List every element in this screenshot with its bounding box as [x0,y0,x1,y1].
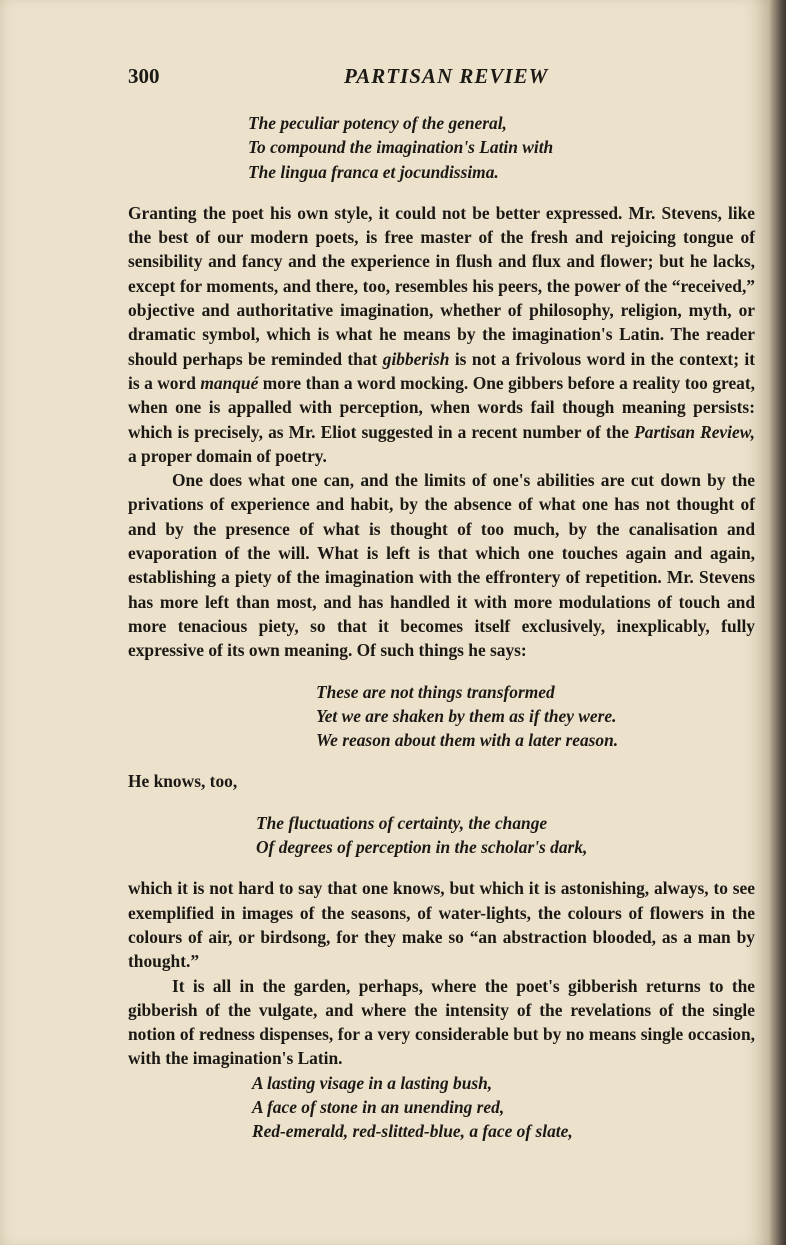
verse-line: A lasting visage in a lasting bush, [252,1072,493,1093]
verse-quote-3 [128,811,755,860]
book-spine-edge [770,0,786,1245]
verse-line: The fluctuations of certainty, the change [256,812,548,833]
verse-line: These are not things transformed [316,681,555,702]
verse-quote-4 [128,1071,755,1144]
running-title: PARTISAN REVIEW [344,64,549,88]
verse-line: Of degrees of perception in the scholar's dark, [256,837,588,858]
page-number: 300 [128,64,160,88]
verse-line: To compound the imagination's Latin with [248,137,554,158]
paragraph-1-a: Granting the poet his own style, it could not be better expressed. Mr. Stevens, like the best of our modern poets, is free master of the fresh and rejoicing tongue of sensibility and fancy and the experience in flush and flux and flower; but he lacks, except for moments, and there, too, resembles his peers, the power of the “received,” objective and authoritative imagination, whether of philosophy, religion, myth, or dramatic symbol, which is what he means by the imagination's Latin. The reader should perhaps be reminded that [128,202,755,369]
term-gibberish: gibberish [382,348,450,369]
page-header [128,64,758,94]
paragraph-1 [128,201,755,468]
verse-line: The lingua franca et jocundissima. [248,161,499,182]
verse-line: The peculiar potency of the general, [248,113,507,133]
paragraph-3: which it is not hard to say that one knows, but which it is astonishing, always, to see exemplified in images of the seasons, of water-lights, the colours of flowers in the colours of air, or birdsong, for they make so “an abstraction blooded, as a man by thought.” [128,878,755,972]
paragraph-1-c: more than a word mocking. One gibbers before a reality too great, when one is appalled with perception, when words fail though meaning persists: which is precisely, as Mr. Eliot suggested in a recent number of the [128,372,755,442]
paragraph-1-b: is not a frivolous word in the context; it is a word [128,348,756,393]
verse-quote-2 [128,680,755,753]
verse-line: Yet we are shaken by them as if they were. [316,705,617,726]
page-body [128,111,755,1144]
verse-line: Red-emerald, red-slitted-blue, a face of slate, [252,1121,573,1142]
term-manque: manqué [200,372,259,393]
verse-line: A face of stone in an unending red, [252,1096,505,1117]
paragraph-2: One does what one can, and the limits of one's abilities are cut down by the privations of experience and habit, by the absence of what one has not thought of and by the presence of what is thought of too much, by the canalisation and evaporation of the will. What is left is that which one touches again and again, establishing a piety of the imagination with the effrontery of repetition. Mr. Stevens has more left than most, and has handled it with more modulations of touch and more tenacious piety, so that it becomes itself exclusively, inexplicably, fully expressive of its own meaning. Of such things he says: [128,470,755,661]
verse-line: We reason about them with a later reason. [316,730,619,751]
paragraph-1-d: a proper domain of poetry. [128,445,327,466]
verse-quote-1 [128,111,755,184]
paragraph-4: It is all in the garden, perhaps, where the poet's gibberish returns to the gibberish of the vulgate, and where the intensity of the revelations of the single notion of redness dispenses, for a very considerable but by no means single occasion, with the imagination's Latin. [128,975,755,1069]
journal-title: Partisan Review, [634,421,755,442]
he-knows-line: He knows, too, [128,771,238,792]
